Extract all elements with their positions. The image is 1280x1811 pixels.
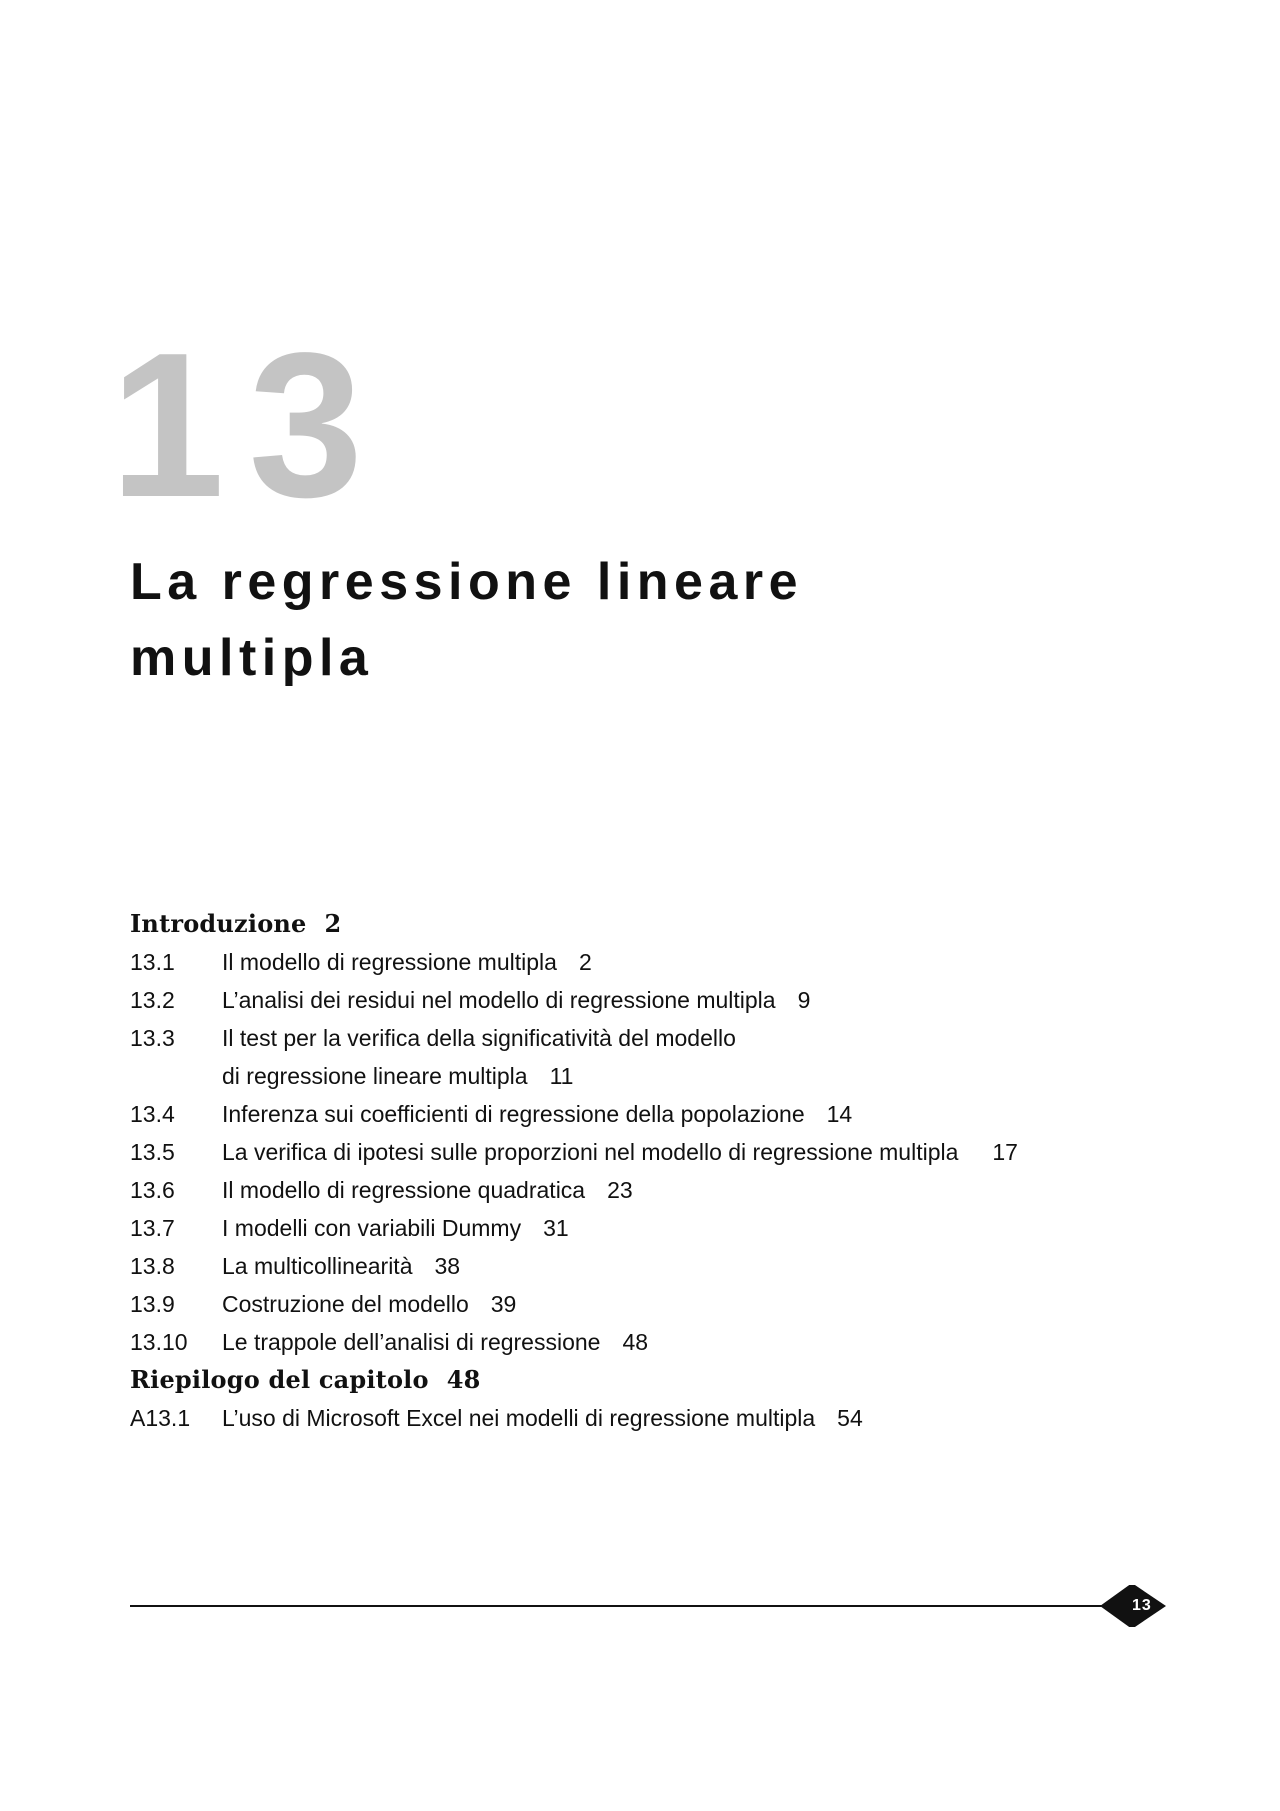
toc-entry-number: 13.10 [130, 1329, 188, 1355]
toc-entry-page: 38 [434, 1253, 461, 1279]
toc-entry-page: 14 [826, 1101, 853, 1127]
toc-entry-title: I modelli con variabili Dummy 31 [222, 1215, 569, 1241]
toc-entry-13-5[interactable] [130, 1133, 1130, 1171]
toc-entry-13-8[interactable] [130, 1247, 1130, 1285]
toc-heading-label: Riepilogo del capitolo [130, 1365, 429, 1394]
toc-entry-title: Le trappole dell’analisi di regressione 48 [222, 1329, 649, 1355]
toc-entry-13-7[interactable] [130, 1209, 1130, 1247]
toc-entry-page: 54 [837, 1405, 863, 1431]
toc-entry-number: 13.2 [130, 987, 175, 1013]
chapter-title [130, 544, 803, 696]
table-of-contents [130, 905, 1130, 1437]
toc-entry-title: L’analisi dei residui nel modello di regressione multipla 9 [222, 987, 811, 1013]
toc-entry-number: 13.7 [130, 1215, 175, 1241]
toc-entry-page: 48 [622, 1329, 649, 1355]
toc-entry-number: 13.8 [130, 1253, 175, 1279]
toc-entry-13-10[interactable] [130, 1323, 1130, 1361]
toc-heading-label: Introduzione [130, 909, 307, 938]
chapter-number: 13 [110, 310, 388, 540]
toc-entry-title: L’uso di Microsoft Excel nei modelli di regressione multipla 54 [222, 1405, 863, 1431]
toc-entry-13-2[interactable] [130, 981, 1130, 1019]
toc-entry-13-3-continued[interactable] [130, 1057, 1130, 1095]
toc-entry-title: Costruzione del modello 39 [222, 1291, 517, 1317]
page-number: 13 [1132, 1597, 1152, 1614]
toc-entry-title: Il test per la verifica della significatività del modello [222, 1025, 736, 1051]
toc-entry-title: La verifica di ipotesi sulle proporzioni nel modello di regressione multipla 17 [222, 1139, 1018, 1165]
toc-entry-13-1[interactable] [130, 943, 1130, 981]
toc-heading-page: 2 [324, 909, 342, 938]
toc-entry-appendix-a13-1[interactable] [130, 1399, 1130, 1437]
toc-entry-number: 13.3 [130, 1025, 175, 1051]
toc-entry-number: 13.1 [130, 949, 175, 975]
toc-entry-title: Il modello di regressione multipla 2 [222, 949, 592, 975]
toc-entry-number: 13.6 [130, 1177, 175, 1203]
toc-heading-introduction[interactable] [130, 905, 1130, 943]
toc-entry-number: A13.1 [130, 1405, 191, 1431]
toc-entry-number: 13.5 [130, 1139, 175, 1165]
toc-heading-summary[interactable] [130, 1361, 1130, 1399]
toc-entry-13-3[interactable] [130, 1019, 1130, 1057]
toc-entry-page: 17 [992, 1139, 1018, 1165]
toc-entry-number: 13.4 [130, 1101, 175, 1127]
chapter-title-line-2: multipla [130, 629, 374, 687]
toc-entry-title: Inferenza sui coefficienti di regressione della popolazione 14 [222, 1101, 853, 1127]
toc-entry-number: 13.9 [130, 1291, 175, 1317]
toc-entry-page: 23 [607, 1177, 633, 1203]
toc-heading-page: 48 [446, 1365, 481, 1394]
toc-entry-13-4[interactable] [130, 1095, 1130, 1133]
toc-entry-title-continued: di regressione lineare multipla 11 [222, 1063, 574, 1089]
footer-rule [130, 1605, 1102, 1607]
toc-entry-title: La multicollinearità 38 [222, 1253, 461, 1279]
chapter-title-line-1: La regressione lineare [130, 553, 804, 611]
toc-entry-page: 31 [543, 1215, 569, 1241]
toc-entry-page: 9 [797, 987, 811, 1013]
page-number-badge [1100, 1585, 1168, 1627]
toc-entry-title: Il modello di regressione quadratica 23 [222, 1177, 633, 1203]
toc-entry-13-9[interactable] [130, 1285, 1130, 1323]
toc-entry-page: 11 [549, 1063, 574, 1089]
toc-entry-13-6[interactable] [130, 1171, 1130, 1209]
toc-entry-page: 39 [490, 1291, 517, 1317]
toc-entry-page: 2 [578, 949, 592, 975]
